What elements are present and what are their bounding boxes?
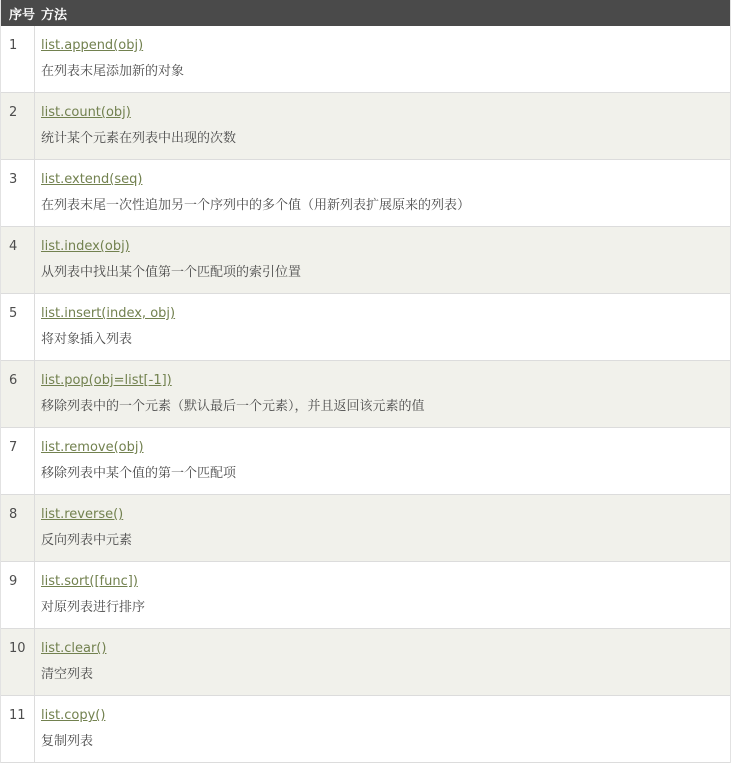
- header-col-method: 方法: [41, 7, 68, 23]
- method-link[interactable]: list.append(obj): [41, 38, 144, 53]
- table-row: [1, 428, 730, 495]
- row-number: 4: [1, 227, 35, 293]
- method-description: 从列表中找出某个值第一个匹配项的索引位置: [41, 265, 302, 280]
- method-link[interactable]: list.sort([func]): [41, 574, 138, 589]
- method-description: 对原列表进行排序: [41, 600, 146, 615]
- method-cell: [35, 93, 730, 159]
- method-description: 在列表末尾添加新的对象: [41, 64, 185, 79]
- row-number: 8: [1, 495, 35, 561]
- method-description: 移除列表中的一个元素（默认最后一个元素），并且返回该元素的值: [41, 399, 425, 414]
- table-row: [1, 93, 730, 160]
- method-cell: [35, 361, 730, 427]
- table-row: [1, 294, 730, 361]
- method-cell: [35, 294, 730, 360]
- method-link[interactable]: list.pop(obj=list[-1]): [41, 373, 172, 388]
- method-description: 复制列表: [41, 734, 94, 749]
- method-cell: [35, 696, 730, 762]
- method-cell: [35, 428, 730, 494]
- method-link[interactable]: list.insert(index, obj): [41, 306, 176, 321]
- method-cell: [35, 495, 730, 561]
- header-col-number: 序号: [9, 7, 36, 23]
- method-link[interactable]: list.clear(): [41, 641, 107, 656]
- table-row: [1, 160, 730, 227]
- method-description: 清空列表: [41, 667, 94, 682]
- table-row: [1, 495, 730, 562]
- row-number: 6: [1, 361, 35, 427]
- method-cell: [35, 227, 730, 293]
- method-cell: [35, 629, 730, 695]
- table-row: [1, 629, 730, 696]
- row-number: 2: [1, 93, 35, 159]
- method-link[interactable]: list.copy(): [41, 708, 106, 723]
- method-description: 移除列表中某个值的第一个匹配项: [41, 466, 237, 481]
- table-header-row: [1, 0, 730, 26]
- row-number: 7: [1, 428, 35, 494]
- table-row: [1, 562, 730, 629]
- method-link[interactable]: list.remove(obj): [41, 440, 144, 455]
- method-link[interactable]: list.reverse(): [41, 507, 124, 522]
- table-row: [1, 227, 730, 294]
- table-row: [1, 361, 730, 428]
- method-cell: [35, 26, 730, 92]
- method-cell: [35, 562, 730, 628]
- row-number: 11: [1, 696, 35, 762]
- row-number: 1: [1, 26, 35, 92]
- row-number: 9: [1, 562, 35, 628]
- method-description: 将对象插入列表: [41, 332, 133, 347]
- method-link[interactable]: list.extend(seq): [41, 172, 143, 187]
- table-row: [1, 26, 730, 93]
- method-description: 反向列表中元素: [41, 533, 133, 548]
- method-link[interactable]: list.index(obj): [41, 239, 130, 254]
- method-cell: [35, 160, 730, 226]
- method-description: 在列表末尾一次性追加另一个序列中的多个值（用新列表扩展原来的列表）: [41, 198, 471, 213]
- table-row: [1, 696, 730, 763]
- row-number: 3: [1, 160, 35, 226]
- row-number: 5: [1, 294, 35, 360]
- row-number: 10: [1, 629, 35, 695]
- method-link[interactable]: list.count(obj): [41, 105, 131, 120]
- method-description: 统计某个元素在列表中出现的次数: [41, 131, 237, 146]
